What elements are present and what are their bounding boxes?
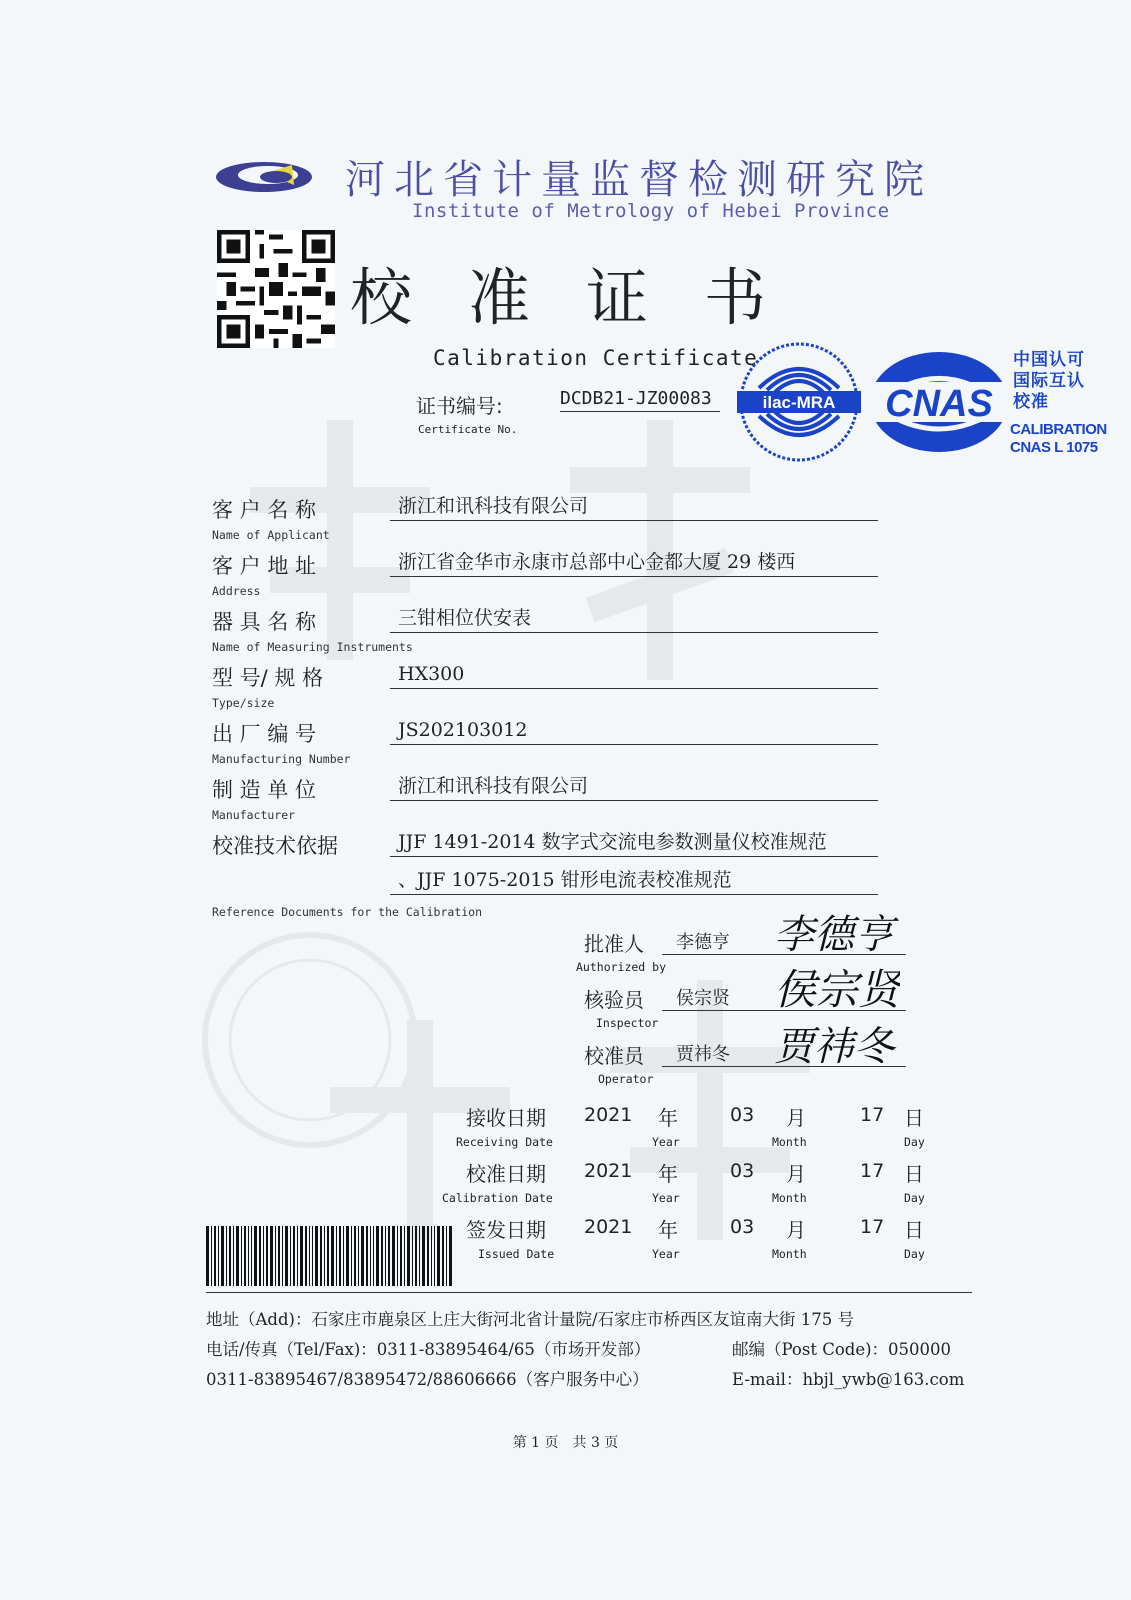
field-label: 器 具 名 称: [212, 610, 317, 634]
date-month: 03: [730, 1216, 755, 1238]
day-unit-en: Day: [904, 1135, 925, 1149]
field-label-en: Manufacturer: [212, 808, 296, 822]
certificate-title-en: Calibration Certificate: [433, 346, 759, 370]
handwritten-signature: [770, 964, 900, 1014]
signature-name: 侯宗贤: [676, 988, 730, 1009]
date-label: 校准日期: [466, 1162, 546, 1186]
field-value: 三钳相位伏安表: [390, 606, 878, 633]
svg-text:侯宗贤: 侯宗贤: [774, 965, 900, 1014]
certificate-no-label: 证书编号:: [416, 394, 503, 418]
signature-label-en: Inspector: [596, 1016, 659, 1030]
field-value: 浙江和讯科技有限公司: [390, 774, 878, 801]
date-year: 2021: [584, 1160, 633, 1182]
year-unit-en: Year: [652, 1135, 680, 1149]
date-month: 03: [730, 1160, 755, 1182]
certificate-title: 校准证书: [350, 261, 823, 334]
month-unit-en: Month: [772, 1247, 807, 1261]
cnas-text: CNAS: [885, 383, 993, 425]
field-value: JS202103012: [390, 718, 878, 745]
footer-email: E-mail：hbjl_ywb@163.com: [732, 1370, 965, 1389]
institute-logo: [214, 155, 314, 199]
field-value: 浙江和讯科技有限公司: [390, 494, 878, 521]
date-label-en: Receiving Date: [456, 1135, 553, 1149]
year-unit: 年: [658, 1106, 678, 1130]
svg-text:李德亨: 李德亨: [774, 912, 894, 958]
institute-name-cn: 河北省计量监督检测研究院: [345, 157, 933, 203]
month-unit: 月: [786, 1162, 806, 1186]
signature-label: 校准员: [584, 1044, 644, 1068]
month-unit-en: Month: [772, 1191, 807, 1205]
cnas-cn-text: 中国认可 国际互认 校准: [1013, 350, 1085, 412]
footer-phone-2: 0311-83895467/83895472/88606666（客户服务中心）: [206, 1370, 649, 1389]
ilac-text: ilac-MRA: [762, 393, 836, 412]
signature-name: 贾祎冬: [676, 1044, 730, 1065]
signature-label: 批准人: [584, 932, 644, 956]
field-label: 型 号/ 规 格: [212, 666, 324, 690]
month-unit: 月: [786, 1106, 806, 1130]
field-label: 出 厂 编 号: [212, 722, 317, 746]
barcode: [206, 1226, 452, 1286]
date-label-en: Calibration Date: [442, 1191, 553, 1205]
date-label-en: Issued Date: [478, 1247, 555, 1261]
date-day: 17: [860, 1216, 885, 1238]
footer-divider: [206, 1292, 972, 1293]
day-unit-en: Day: [904, 1191, 925, 1205]
reference-label: 校准技术依据: [212, 834, 338, 858]
year-unit-en: Year: [652, 1191, 680, 1205]
footer-address: 地址（Add)：石家庄市鹿泉区上庄大街河北省计量院/石家庄市桥西区友谊南大街 175 号: [206, 1310, 855, 1329]
year-unit: 年: [658, 1162, 678, 1186]
certificate-no-label-en: Certificate No.: [418, 423, 518, 436]
date-day: 17: [860, 1160, 885, 1182]
date-month: 03: [730, 1104, 755, 1126]
reference-line-1: JJF 1491-2014 数字式交流电参数测量仪校准规范: [390, 830, 878, 857]
institute-name-en: Institute of Metrology of Hebei Province: [412, 200, 890, 222]
date-label: 接收日期: [466, 1106, 546, 1130]
field-label: 制 造 单 位: [212, 778, 317, 802]
field-label: 客 户 名 称: [212, 498, 317, 522]
reference-label-en: Reference Documents for the Calibration: [212, 905, 483, 919]
field-label-en: Address: [212, 584, 261, 598]
svg-text:贾祎冬: 贾祎冬: [774, 1024, 894, 1070]
date-label: 签发日期: [466, 1218, 546, 1242]
month-unit: 月: [786, 1218, 806, 1242]
day-unit-en: Day: [904, 1247, 925, 1261]
field-label: 客 户 地 址: [212, 554, 317, 578]
field-label-en: Name of Measuring Instruments: [212, 640, 413, 654]
date-day: 17: [860, 1104, 885, 1126]
handwritten-signature: [770, 912, 900, 958]
cnas-logo: [868, 350, 1010, 454]
field-label-en: Name of Applicant: [212, 528, 330, 542]
certificate-no-value: DCDB21-JZ00083: [560, 388, 720, 412]
day-unit: 日: [904, 1162, 924, 1186]
month-unit-en: Month: [772, 1135, 807, 1149]
date-year: 2021: [584, 1216, 633, 1238]
signature-label-en: Operator: [598, 1072, 654, 1086]
field-label-en: Type/size: [212, 696, 275, 710]
year-unit-en: Year: [652, 1247, 680, 1261]
field-label-en: Manufacturing Number: [212, 752, 351, 766]
field-value: 浙江省金华市永康市总部中心金都大厦 29 楼西: [390, 550, 878, 577]
date-year: 2021: [584, 1104, 633, 1126]
signature-name: 李德亨: [676, 932, 730, 953]
cnas-en-text: CALIBRATION CNAS L 1075: [1010, 421, 1107, 456]
field-value: HX300: [390, 662, 878, 689]
footer-phone-1: 电话/传真（Tel/Fax)：0311-83895464/65（市场开发部）: [206, 1340, 651, 1359]
footer-postcode: 邮编（Post Code)：050000: [732, 1340, 952, 1359]
handwritten-signature: [770, 1020, 900, 1070]
qr-code: [216, 230, 336, 348]
ilac-mra-logo: [737, 340, 861, 464]
day-unit: 日: [904, 1106, 924, 1130]
year-unit: 年: [658, 1218, 678, 1242]
reference-line-2: 、JJF 1075-2015 钳形电流表校准规范: [390, 868, 878, 895]
page-indicator: 第 1 页 共 3 页: [512, 1435, 619, 1451]
day-unit: 日: [904, 1218, 924, 1242]
signature-label-en: Authorized by: [576, 960, 667, 974]
signature-label: 核验员: [584, 988, 644, 1012]
